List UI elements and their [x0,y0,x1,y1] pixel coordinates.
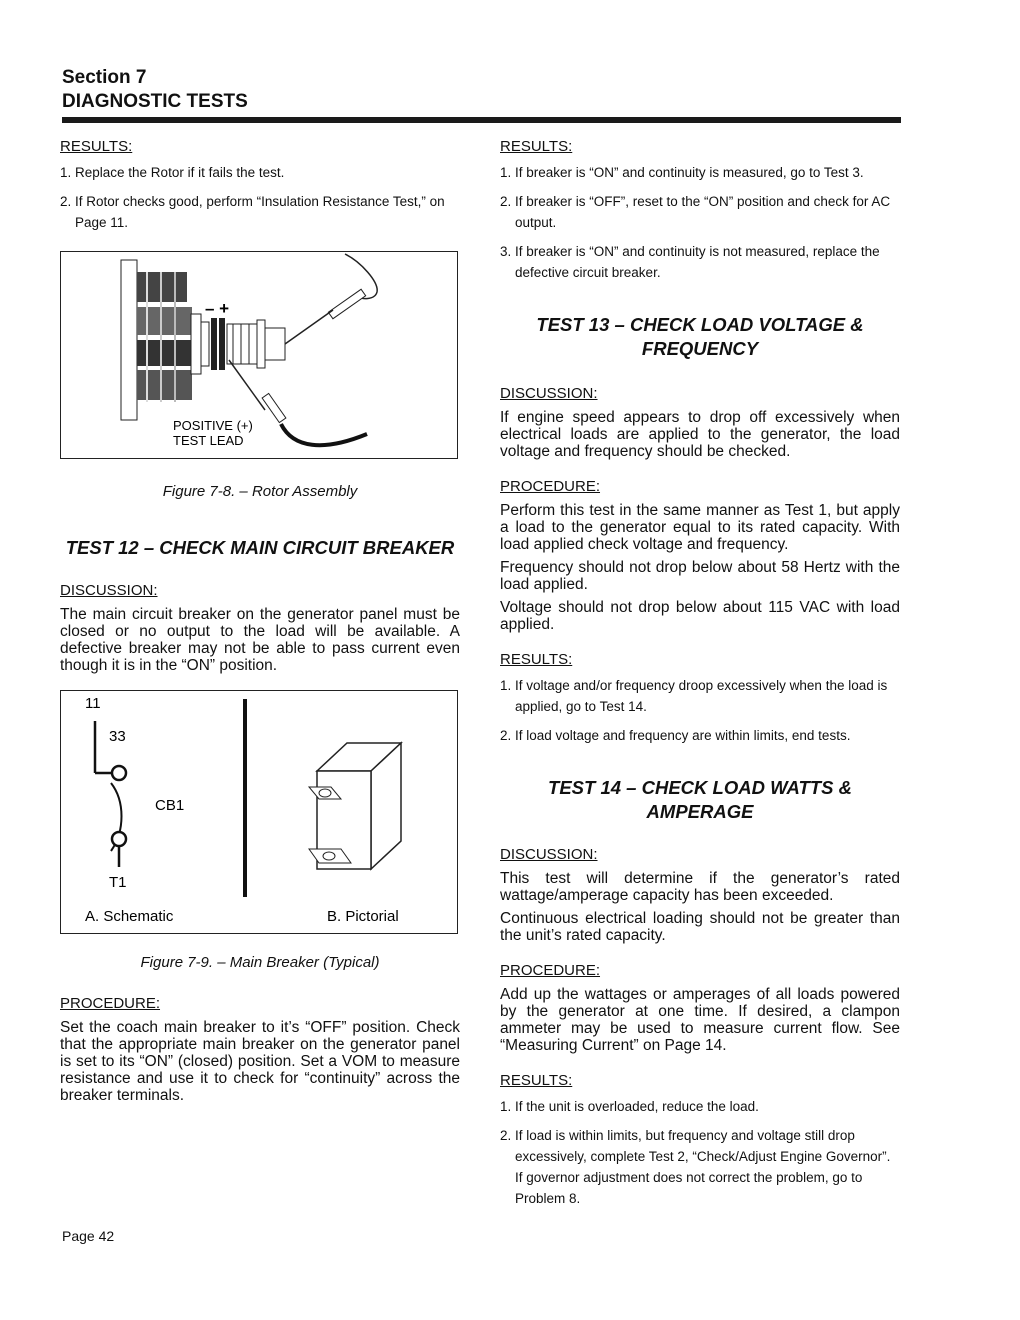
main-breaker-illustration [61,691,457,933]
positive-lead-label: POSITIVE (+) [173,418,253,433]
test-lead-label: TEST LEAD [173,433,244,448]
discussion-label: DISCUSSION: [500,846,598,863]
procedure-label: PROCEDURE: [500,478,601,495]
test13-heading-line2: FREQUENCY [641,338,759,359]
procedure-text: Frequency should not drop below about 58 Hertz with the load applied. [500,559,900,593]
discussion-text: If engine speed appears to drop off excessively when electrical loads are applied to the generator, the load voltage and frequency should be checked. [500,409,900,460]
procedure-label: PROCEDURE: [60,995,161,1012]
result-item: 2. If load is within limits, but frequency and voltage still drop excessively, complete Test 2, “Check/Adjust Engine Governor”. If governor adjustment does not correct the problem, go to Problem 8. [500,1128,891,1206]
results-label: RESULTS: [500,138,573,155]
polarity-label: – + [205,299,230,318]
test14-heading: TEST 14 – CHECK LOAD WATTS & AMPERAGE [548,777,852,822]
discussion-text: Continuous electrical loading should not be greater than the unit’s rated capacity. [500,910,900,944]
header-rule [62,117,901,123]
test12-heading: TEST 12 – CHECK MAIN CIRCUIT BREAKER [65,537,455,558]
procedure-text: Add up the wattages or amperages of all loads powered by the generator at one time. If desired, a clampon ammeter may be used to measure current flow. See “Measuring Current” on Page 14. [500,986,900,1054]
procedure-text: Perform this test in the same manner as Test 1, but apply a load to the generator equal to its rated capacity. With load applied check voltage and frequency. [500,502,900,553]
terminal-11-label: 11 [85,695,101,712]
section-number: Section 7 [62,67,147,88]
result-item: 2. If load voltage and frequency are within limits, end tests. [500,728,851,743]
discussion-text: The main circuit breaker on the generator panel must be closed or no output to the load will be available. A defective breaker may not be able to pass current even though it is in the “ON” position. [60,606,460,674]
result-item: 1. If the unit is overloaded, reduce the load. [500,1099,759,1114]
results-label: RESULTS: [500,1072,573,1089]
result-item: 1. Replace the Rotor if it fails the test. [60,165,285,180]
results-label: RESULTS: [60,138,133,155]
rotor-assembly-illustration [61,252,457,458]
result-item: 2. If Rotor checks good, perform “Insulation Resistance Test,” on Page 11. [60,194,445,230]
main-breaker-figure [60,690,458,934]
figure-caption: Figure 7-9. – Main Breaker (Typical) [140,954,380,971]
discussion-label: DISCUSSION: [500,385,598,402]
results-label: RESULTS: [500,651,573,668]
page-number: Page 42 [62,1228,115,1244]
procedure-text: Voltage should not drop below about 115 VAC with load applied. [500,599,900,633]
procedure-text: Set the coach main breaker to it’s “OFF” position. Check that the appropriate main breaker on the generator panel is set to its “ON” (closed) position. Set a VOM to measure resistance and use it to check for “continuity” across the breaker terminals. [60,1019,460,1104]
left-column [60,138,460,1110]
discussion-label: DISCUSSION: [60,582,158,599]
discussion-text: This test will determine if the generator’s rated wattage/amperage capacity has been exceeded. [500,870,900,904]
terminal-33-label: 33 [109,728,126,745]
page-header [62,66,248,114]
schematic-label: A. Schematic [85,908,174,925]
right-column [500,138,900,1217]
result-item: 3. If breaker is “ON” and continuity is not measured, replace the defective circuit breaker. [500,244,880,280]
section-title: DIAGNOSTIC TESTS [62,91,248,112]
result-item: 2. If breaker is “OFF”, reset to the “ON” position and check for AC output. [500,194,891,230]
pictorial-label: B. Pictorial [327,908,399,925]
cb1-label: CB1 [155,797,185,814]
result-item: 1. If voltage and/or frequency droop excessively when the load is applied, go to Test 14. [500,678,888,714]
test13-heading-line1: TEST 13 – CHECK LOAD VOLTAGE & [536,314,864,335]
procedure-label: PROCEDURE: [500,962,601,979]
terminal-t1-label: T1 [109,874,127,891]
figure-caption: Figure 7-8. – Rotor Assembly [162,483,358,500]
rotor-assembly-figure [60,251,458,459]
result-item: 1. If breaker is “ON” and continuity is measured, go to Test 3. [500,165,864,180]
